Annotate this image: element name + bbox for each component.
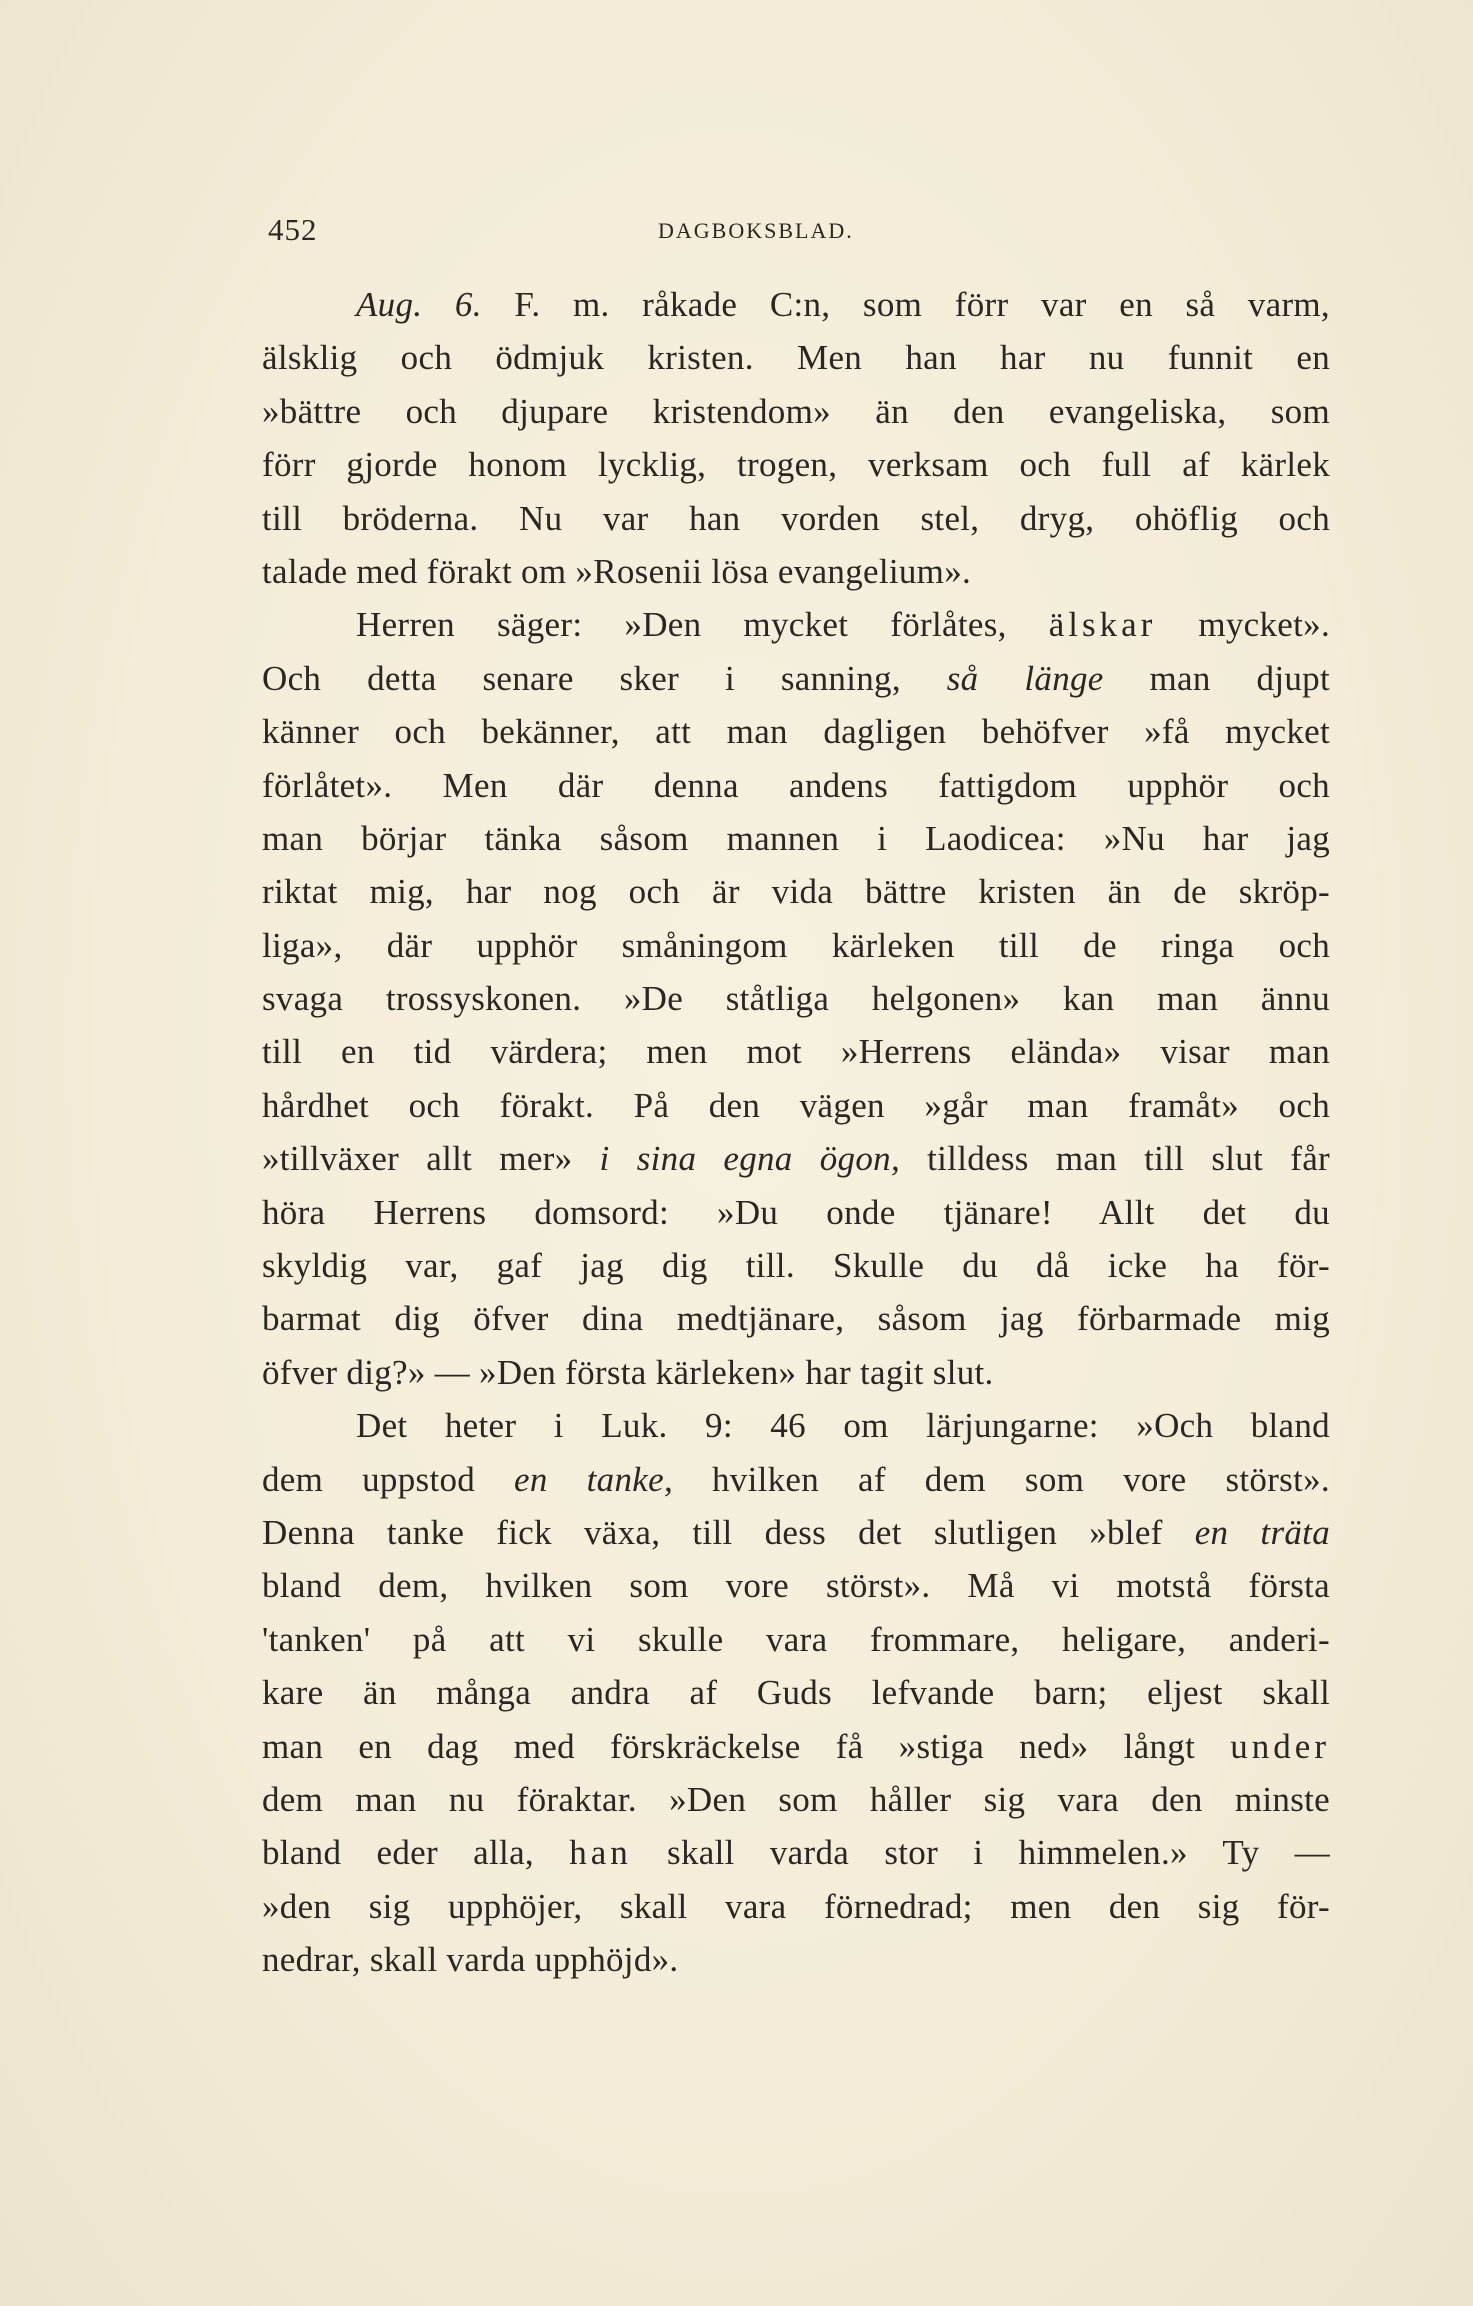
italic-text: en tanke, xyxy=(514,1459,673,1499)
text-line xyxy=(262,1773,1330,1826)
text-segment: F. m. råkade C:n, som förr var en så varm, xyxy=(481,285,1330,324)
text-line xyxy=(262,812,1330,865)
text-line xyxy=(262,652,1330,705)
paragraph xyxy=(262,598,1330,1399)
italic-text: så länge xyxy=(946,658,1104,698)
text-segment: hvilken af dem som vore störst». xyxy=(673,1459,1330,1499)
text-segment: dem uppstod xyxy=(262,1459,515,1499)
running-head: DAGBOKSBLAD. xyxy=(658,218,854,243)
text-line xyxy=(262,1826,1330,1879)
text-segment: förlåtet». Men där denna andens fattigdom upphör och xyxy=(262,765,1330,805)
text-segment: talade med förakt om »Rosenii lösa evangelium». xyxy=(262,551,972,591)
text-segment: känner och bekänner, att man dagligen behöfver »få mycket xyxy=(262,712,1330,752)
spaced-text: han xyxy=(569,1833,632,1873)
italic-text: i sina egna ögon, xyxy=(599,1139,900,1179)
text-segment: skall varda stor i himmelen.» Ty — xyxy=(631,1833,1330,1873)
text-segment: Denna tanke fick växa, till dess det slutligen »blef xyxy=(262,1512,1195,1552)
text-line xyxy=(262,1666,1330,1719)
text-segment: till en tid värdera; men mot »Herrens elända» visar man xyxy=(262,1032,1330,1072)
text-line xyxy=(262,705,1330,758)
text-line xyxy=(262,972,1330,1025)
italic-text: en träta xyxy=(1194,1512,1330,1552)
text-segment: höra Herrens domsord: »Du onde tjänare! Allt det du xyxy=(262,1192,1330,1232)
text-line xyxy=(262,1399,1330,1452)
text-line xyxy=(262,545,1330,598)
text-segment: älsklig och ödmjuk kristen. Men han har nu funnit en xyxy=(262,338,1330,378)
text-segment: barmat dig öfver dina medtjänare, såsom jag förbarmade mig xyxy=(262,1299,1330,1339)
text-line xyxy=(262,278,1330,331)
text-segment: dem man nu föraktar. »Den som håller sig vara den minste xyxy=(262,1779,1330,1819)
text-segment: förr gjorde honom lycklig, trogen, verksam och full af kärlek xyxy=(262,445,1330,485)
text-line xyxy=(262,1079,1330,1132)
text-line xyxy=(262,385,1330,438)
text-line xyxy=(262,865,1330,918)
spaced-text: älskar xyxy=(1048,605,1157,645)
text-segment: man djupt xyxy=(1103,658,1330,698)
spaced-text: under xyxy=(1230,1726,1330,1766)
text-line xyxy=(262,1239,1330,1292)
text-segment: »tillväxer allt mer» xyxy=(262,1139,600,1179)
text-line xyxy=(262,492,1330,545)
text-segment: skyldig var, gaf jag dig till. Skulle du då icke ha för- xyxy=(262,1246,1330,1286)
text-segment: man en dag med förskräckelse få »stiga ned» långt xyxy=(262,1726,1231,1766)
text-line xyxy=(262,1613,1330,1666)
text-line xyxy=(262,1933,1330,1986)
text-segment: nedrar, skall varda upphöjd». xyxy=(262,1940,679,1980)
text-segment: tilldess man till slut får xyxy=(900,1139,1330,1179)
text-segment: hårdhet och förakt. På den vägen »går man framåt» och xyxy=(262,1085,1330,1125)
text-segment: kare än många andra af Guds lefvande barn; eljest skall xyxy=(262,1673,1330,1713)
text-line xyxy=(262,1186,1330,1239)
paragraph xyxy=(262,1399,1330,1986)
text-line xyxy=(262,919,1330,972)
text-line xyxy=(262,598,1330,651)
text-segment: Det heter i Luk. 9: 46 om lärjungarne: »Och bland xyxy=(356,1406,1330,1446)
page-header xyxy=(268,212,1328,252)
text-segment: mycket». xyxy=(1156,605,1330,645)
text-line xyxy=(262,1559,1330,1612)
text-segment: till bröderna. Nu var han vorden stel, dryg, ohöflig och xyxy=(262,498,1330,538)
text-line xyxy=(262,331,1330,384)
text-segment: »bättre och djupare kristendom» än den evangeliska, som xyxy=(262,391,1330,431)
text-line xyxy=(262,1346,1330,1399)
body-text xyxy=(262,278,1330,1987)
text-line xyxy=(262,759,1330,812)
text-segment: »den sig upphöjer, skall vara förnedrad; men den sig för- xyxy=(262,1886,1330,1926)
text-segment: man börjar tänka såsom mannen i Laodicea: »Nu har jag xyxy=(262,818,1330,858)
text-segment: liga», där upphör småningom kärleken till de ringa och xyxy=(262,925,1330,965)
text-segment: Herren säger: »Den mycket förlåtes, xyxy=(356,605,1049,645)
text-line xyxy=(262,1880,1330,1933)
page-number: 452 xyxy=(268,212,318,247)
text-line xyxy=(262,1720,1330,1773)
text-segment: bland eder alla, xyxy=(262,1833,570,1873)
text-segment: riktat mig, har nog och är vida bättre kristen än de skröp- xyxy=(262,872,1330,912)
text-line xyxy=(262,1292,1330,1345)
italic-text: Aug. 6. xyxy=(356,285,482,324)
text-segment: svaga trossyskonen. »De ståtliga helgonen» kan man ännu xyxy=(262,979,1330,1019)
text-segment: bland dem, hvilken som vore störst». Må vi motstå första xyxy=(262,1566,1330,1606)
text-line xyxy=(262,1506,1330,1559)
text-segment: öfver dig?» — »Den första kärleken» har tagit slut. xyxy=(262,1352,994,1392)
text-segment: Och detta senare sker i sanning, xyxy=(262,658,947,698)
paragraph xyxy=(262,278,1330,598)
text-segment: 'tanken' på att vi skulle vara frommare, heligare, anderi- xyxy=(262,1619,1330,1659)
text-line xyxy=(262,438,1330,491)
text-line xyxy=(262,1132,1330,1185)
text-line xyxy=(262,1025,1330,1078)
text-line xyxy=(262,1453,1330,1506)
